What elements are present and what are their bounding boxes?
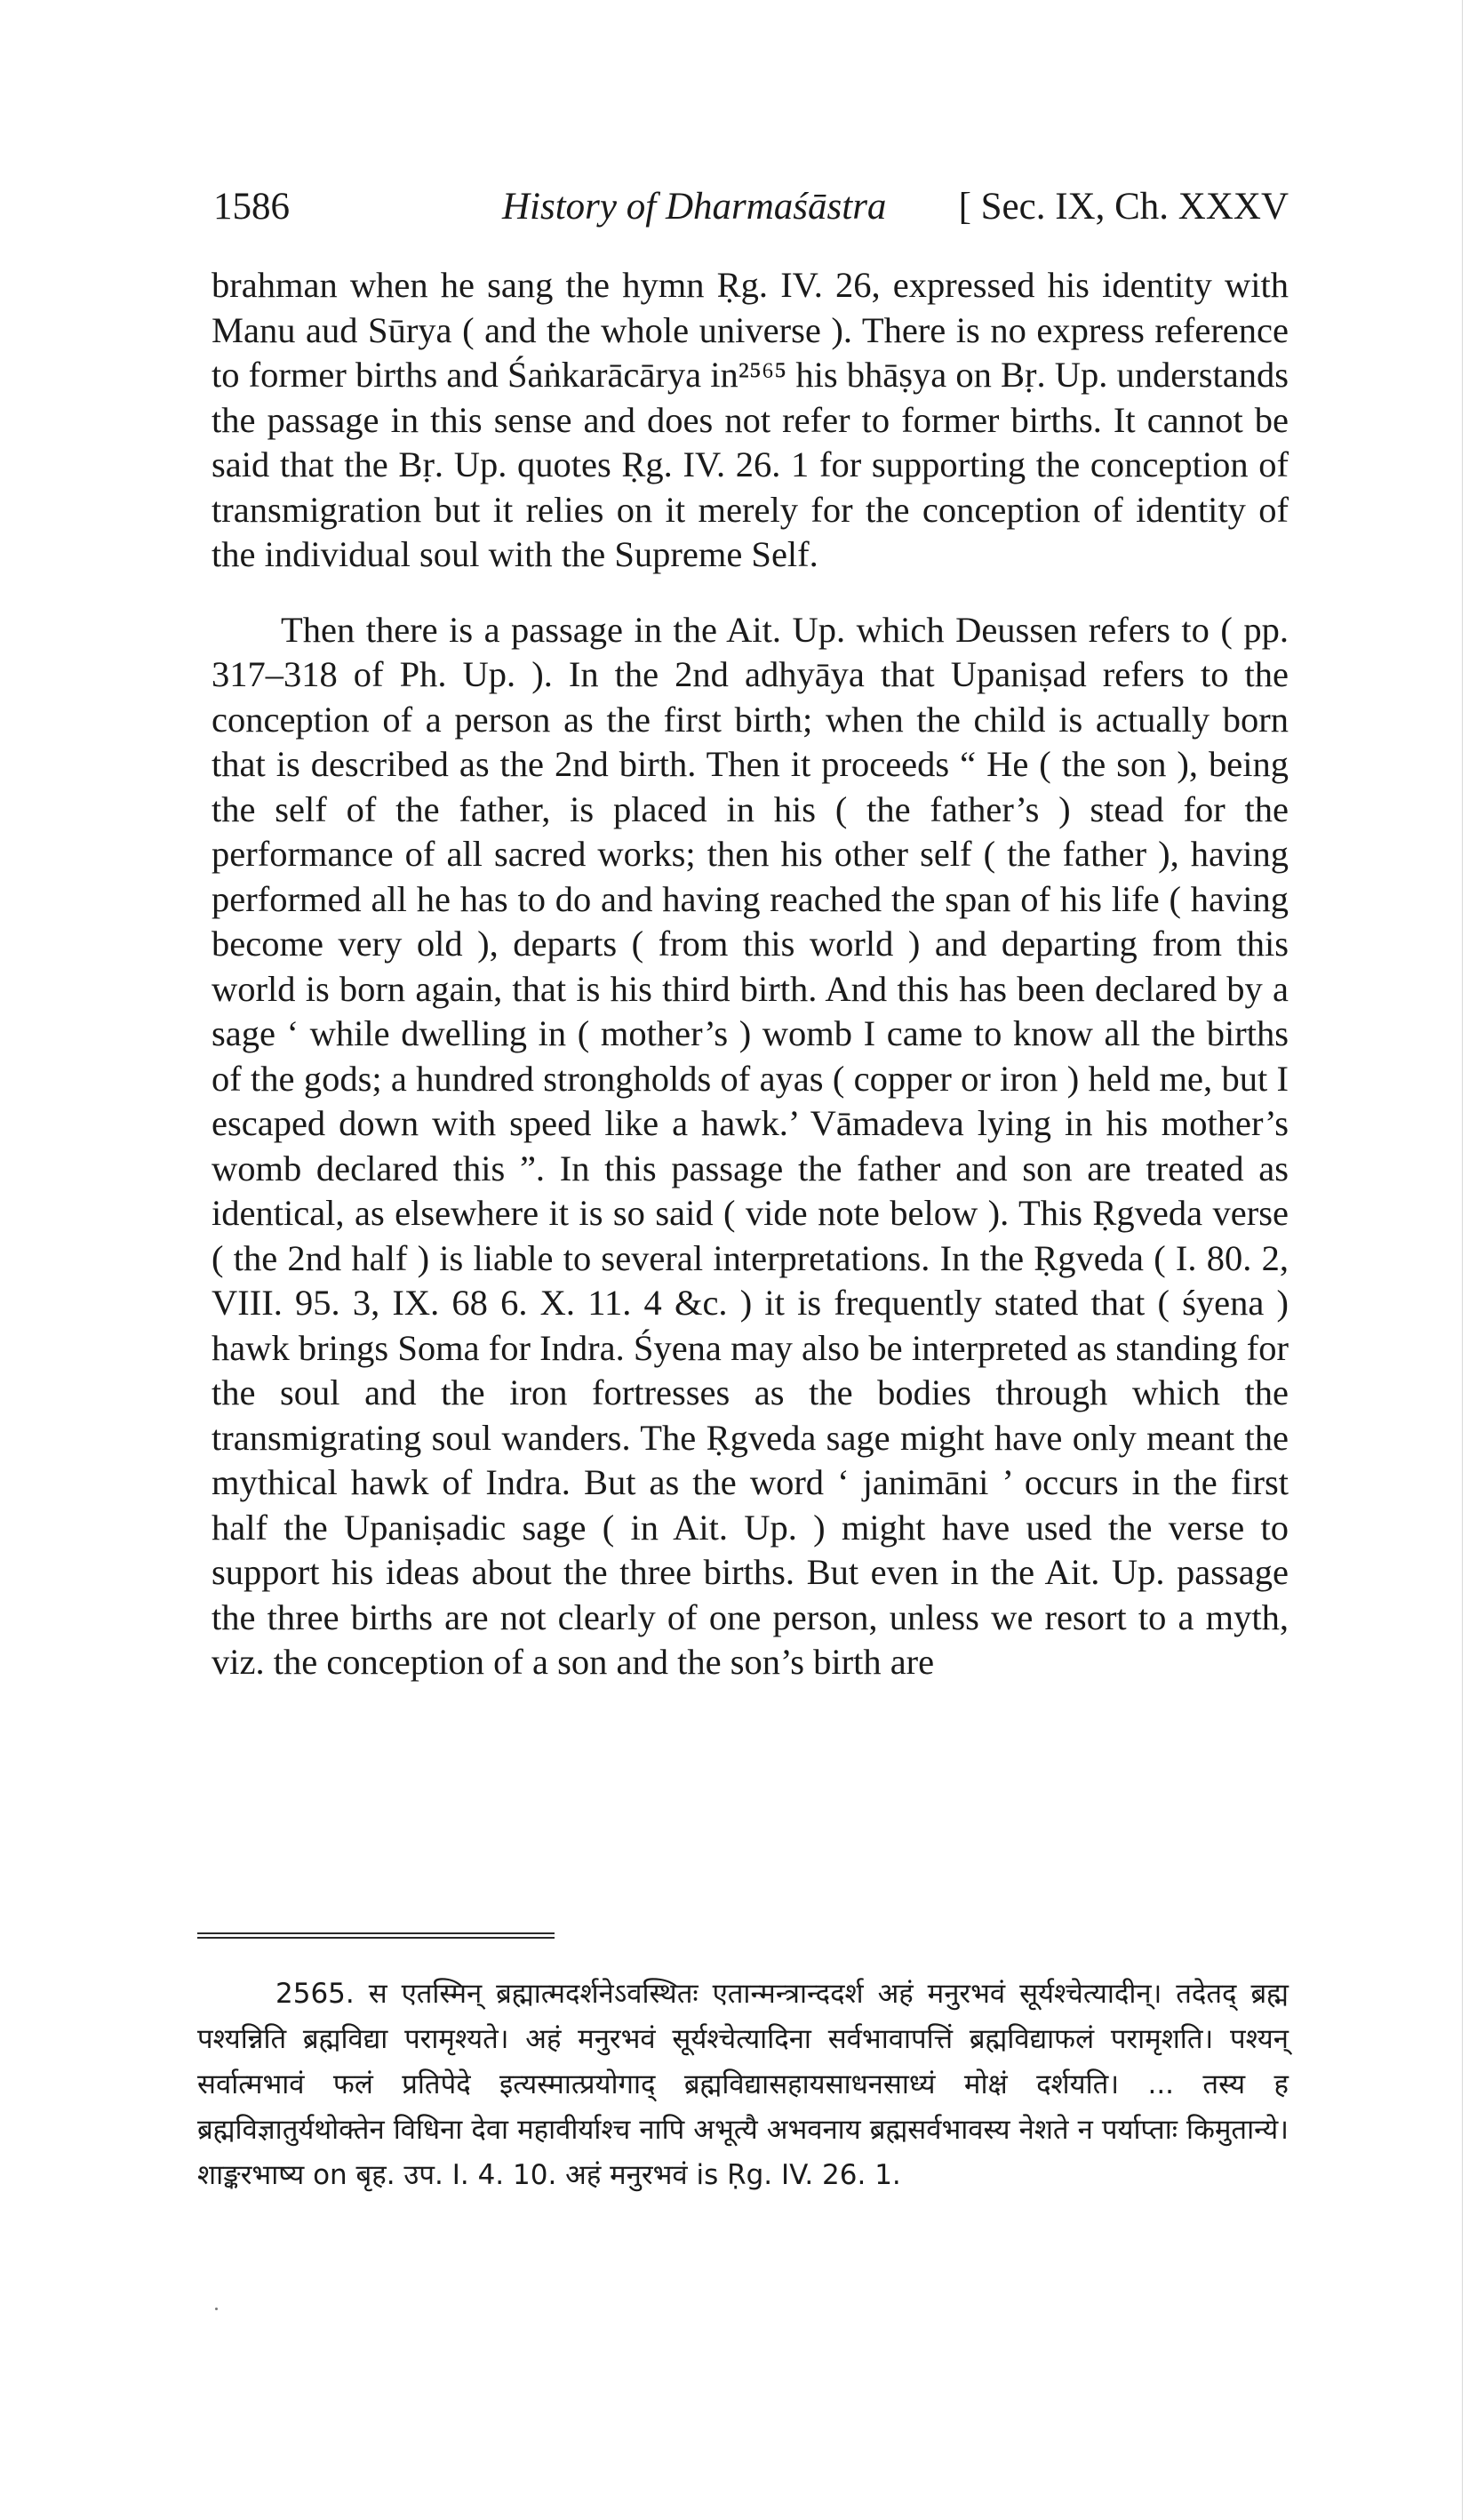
page-speck xyxy=(215,2308,218,2310)
footnote-2565: 2565. स एतस्मिन् ब्रह्मात्मदर्शनेऽवस्थितः एतान्मन्त्रान्ददर्श अहं मनुरभवं सूर्यश्चेत्यादीन्। तदेतद् ब्रह्म पश्यन्निति ब्रह्मविद्या परामृश्यते। अहं मनुरभवं सूर्यश्चेत्यादिना सर्वभावापत्तिं ब्रह्मविद्याफलं परामृशति। पश्यन् सर्वात्मभावं फलं प्रतिपेदे इत्यस्मात्प्रयोगाद् ब्रह्मविद्यासहायसाधनसाध्यं मोक्षं दर्शयति। ... तस्य ह ब्रह्मविज्ञातुर्यथोक्तेन विधिना देवा महावीर्याश्च नापि अभूत्यै अभवनाय ब्रह्मसर्वभावस्य नेशते न पर्याप्ताः किमुतान्ये। शाङ्करभाष्य on बृह. उप. I. 4. 10. अहं मनुरभवं is Ṛg. IV. 26. 1. xyxy=(197,1978,1289,2191)
page-edge-line xyxy=(1462,0,1463,2520)
running-header xyxy=(213,176,1289,238)
footnote-divider xyxy=(197,1932,555,1939)
main-text xyxy=(212,263,1289,1685)
paragraph-2: Then there is a passage in the Ait. Up. which Deussen refers to ( pp. 317–318 of Ph. Up. ). In the 2nd adhyāya that Upaniṣad refers to the conception of a person as the first birth; when the child is actually born that is described as the 2nd birth. Then it proceeds “ He ( the son ), being the self of the father, is placed in his ( the father’s ) stead for the performance of all sacred works; then his other self ( the father ), having performed all he has to do and having reached the span of his life ( having become very old ), departs ( from this world ) and departing from this world is born again, that is his third birth. And this has been declared by a sage ‘ while dwelling in ( mother’s ) womb I came to know all the births of the gods; a hundred strongholds of ayas ( copper or iron ) held me, but I escaped down with speed like a hawk.’ Vāmadeva lying in his mother’s womb declared this ”. In this passage the father and son are treated as identical, as elsewhere it is so said ( vide note below ). This Ṛgveda verse ( the 2nd half ) is liable to several interpretations. In the Ṛgveda ( I. 80. 2, VIII. 95. 3, IX. 68 6. X. 11. 4 &c. ) it is frequently stated that ( śyena ) hawk brings Soma for Indra. Śyena may also be interpreted as standing for the soul and the iron fortresses as the bodies through which the transmigrating soul wanders. The Ṛgveda sage might have only meant the mythical hawk of Indra. But as the word ‘ janimāni ’ occurs in the first half the Upaniṣadic sage ( in Ait. Up. ) might have used the verse to support his ideas about the three births. But even in the Ait. Up. passage the three births are not clearly of one person, unless we resort to a myth, viz. the conception of a son and the son’s birth are xyxy=(212,609,1289,1682)
section-reference: [ Sec. IX, Ch. XXXV xyxy=(958,186,1289,228)
paragraph-1: brahman when he sang the hymn Ṛg. IV. 26, expressed his identity with Manu aud Sūrya ( and the whole universe ). There is no express reference to former births and Śaṅkarācārya in²⁵⁶⁵ his bhāṣya on Bṛ. Up. understands the passage in this sense and does not refer to former births. It cannot be said that the Bṛ. Up. quotes Ṛg. IV. 26. 1 for supporting the conception of transmigration but it relies on it merely for the conception of identity of the individual soul with the Supreme Self. xyxy=(212,265,1289,574)
page-number: 1586 xyxy=(213,186,290,228)
running-title: History of Dharmaśāstra xyxy=(502,186,887,228)
